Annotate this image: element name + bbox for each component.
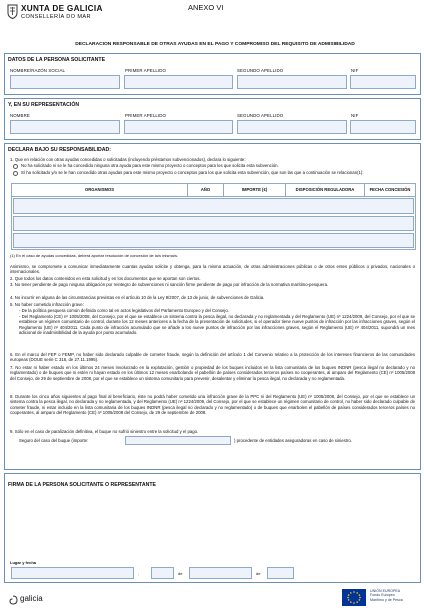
declaration-item-8: 8. Durante los cinco años siguientes al pago final al beneficiario, éste no podrá haber cometido una infracción grave de la PPC ni del Reglamento (UE) nº 1005/2008, del Consejo, por el que se establece un sistema contra la pesca ilegal, no declarada y no reglamentada, y del Reglamento (UE) nº 1224/2009, del Consejo, por el que se establece un régimen comunitario de control, no haber sido declarado culpable de cometer fraude, ni estar incluido en la lista comunitaria de los buques INDNR (pesca ilegal no declarado y no reglamentado) o de buques que enarbolen el pabellón de países considerados terceros países no cooperantes, al amparo del Reglamento (CE) nº 1005/2008 del Consejo, de 29 de septiembre de 2008. xyxy=(10,394,415,415)
declaration-item-7: 7. No estar ni haber estado en los últimos 24 meses involucrado en la explotación, gestión o propiedad de los buques incluidos en la lista comunitaria de los buques INDNR (pesca ilegal no declarado y no reglamentado) o de buques que ni estén ni hayan estado en los últimos 12 meses enarbolando el pabellón de países considerados terceros países no cooperantes, al amparo del Reglamento (CE) nº 1005/2008 del Consejo, de 29 de septiembre de 2008, por el que se establece un sistema comunitario para prevenir, desalentar y eliminar la pesca ilegal, no declarada y no reglamentada. xyxy=(10,365,415,381)
declaration-section xyxy=(4,143,421,470)
aid-footnote: (1) En el caso de ayudas concedidas, deberá aportar resolución de concesión de la/s misma/s. xyxy=(10,253,179,258)
option-no-aid-text: No ha solicitado ni se le ha concedido ninguna otra ayuda para este mismo proyecto o conceptos para los que solicita esta subvención. xyxy=(21,163,279,168)
day-field[interactable] xyxy=(151,567,174,579)
declaration-item-4: 4. No incurrir en alguna de las circunstancias previstas en el artículo 10 de la Ley 9/2007, de 13 de junio, de subvenciones de Galicia. xyxy=(10,295,265,300)
eu-flag-icon xyxy=(342,589,366,606)
signature-section-title: FIRMA DE LA PERSONA SOLICITANTE O REPRESENTANTE xyxy=(8,482,156,488)
representative-section xyxy=(4,98,421,140)
eu-flag-logo xyxy=(342,589,366,606)
document-title: DECLARACION RESPONSABLE DE OTRAS AYUDAS EN EL PAGO Y COMPROMISO DEL REQUISITO DE ADMISIBILIDAD xyxy=(75,42,355,47)
eu-text-line-3: Marítimo y de Pesca xyxy=(370,597,403,602)
applicant-section xyxy=(4,53,421,95)
insurance-prefix: Seguro del caso del buque (importe: xyxy=(19,438,89,443)
rep-surname1-field[interactable] xyxy=(124,120,233,134)
aid-table-row[interactable] xyxy=(13,198,414,214)
eu-text-line-2: Fondo Europeo xyxy=(370,593,395,598)
option-yes-aid-text: Sí ha solicitado y/o se le han concedido otras ayudas para este mismo proyecto o conceptos para los que solicita esta subvención, que son las que a continuación se relacionan(1): xyxy=(21,170,364,175)
declaration-item-5b: - Del Reglamento (CE) nº 1005/2008, del Consejo, por el que se establece un sistema contra la pesca ilegal, no declarada y no reglamentada y del Reglamento (UE) nº 1224/2009, del Consejo, por el que se establece un régimen comunitario de control, durante los 12 meses anteriores a la fecha de la presentación de solicitudes, si el operador tiene nueve puntos de infracción por las infracciones graves, según el Reglamento (UE) nº 404/2011. Cada punto de infracción acumulado que se añade a los nueve puntos de infracción por las infracciones graves, según el Reglamento (UE) nº 404/2011, supondrá un mes adicional de inadmisibilidad de la ayuda por punto acumulado. xyxy=(19,314,415,335)
applicant-surname1-label: PRIMER APELLIDO xyxy=(125,68,167,73)
rep-surname1-label: PRIMER APELLIDO xyxy=(125,113,167,118)
option-yes-aid-radio[interactable] xyxy=(13,171,18,176)
aid-table-row[interactable] xyxy=(13,216,414,231)
de-separator-2: de xyxy=(256,571,261,576)
rep-nif-field[interactable] xyxy=(350,120,416,134)
applicant-name-label: NOMBRE/RAZÓN SOCIAL xyxy=(10,68,66,73)
rep-name-label: NOMBRE xyxy=(10,113,30,118)
place-date-label: Lugar y fecha xyxy=(10,560,37,565)
aid-table-row[interactable] xyxy=(13,233,414,248)
eu-text-line-1: UNIÓN EUROPEA xyxy=(370,589,401,593)
annex-label: ANEXO VI xyxy=(188,3,224,12)
declaration-item-2: 2. Que todos los datos contenidos en esta solicitud y en los documentos que se aportan son ciertos. xyxy=(10,276,201,281)
signature-section xyxy=(4,473,421,583)
year-field[interactable] xyxy=(267,567,294,579)
rep-name-field[interactable] xyxy=(10,120,120,134)
col-year: AÑO xyxy=(188,184,224,196)
declaration-item-9: 9. Sólo en el caso de paralización definitiva, el buque no sufrió siniestro entre la solicitud y el pago. xyxy=(10,429,199,434)
declaration-item-5a: - De la política pesquera común definida como tal en actos legislativos del Parlamento Europeo y del Consejo. xyxy=(19,308,229,313)
xunta-logo xyxy=(7,4,107,26)
galicia-swirl-icon xyxy=(8,595,18,605)
col-amount: IMPORTE (€) xyxy=(224,184,286,196)
representative-section-title: Y, EN SU REPRESENTACIÓN xyxy=(8,102,80,108)
logo-subtitle: CONSELLERÍA DO MAR xyxy=(21,14,91,20)
col-organisms: ORGANISMOS xyxy=(12,184,188,196)
insurance-amount-field[interactable] xyxy=(125,436,231,445)
logo-title: XUNTA DE GALICIA xyxy=(21,4,103,13)
rep-nif-label: NIF xyxy=(351,113,359,118)
eu-fund-text xyxy=(370,589,422,602)
commitment-text: Asimismo, se compromete a comunicar inmediatamente cuantas ayudas solicite y obtenga, para la misma actuación, de otras administraciones públicas o de otros entes públicos o privados, nacionales o internacionales. xyxy=(10,264,415,275)
applicant-surname2-label: SEGUNDO APELLIDO xyxy=(237,68,284,73)
aid-table-header xyxy=(12,184,415,197)
de-separator-1: de xyxy=(178,571,183,576)
place-field[interactable] xyxy=(11,567,134,579)
declaration-item-3: 3. No tener pendiente de pago ninguna obligación por reintegro de subvenciones ni sanción firme pendiente de pago por infracción de la normativa marítimo-pesquera. xyxy=(10,282,329,287)
applicant-surname2-field[interactable] xyxy=(237,75,347,89)
col-regulation: DISPOSICIÓN REGULADORA xyxy=(286,184,365,196)
declaration-section-title: DECLARA BAJO SU RESPONSABILIDAD: xyxy=(8,147,111,153)
declaration-item-5: 5. No haber cometido infracción grave: xyxy=(10,302,84,307)
rep-surname2-field[interactable] xyxy=(237,120,347,134)
applicant-surname1-field[interactable] xyxy=(124,75,233,89)
galicia-wordmark: galicia xyxy=(20,594,43,603)
aid-table xyxy=(11,183,416,250)
applicant-name-field[interactable] xyxy=(10,75,120,89)
month-field[interactable] xyxy=(189,567,252,579)
declaration-item-6: 6. En el marco del FEP o FEMP, no haber sido declarado culpable de cometer fraude, según la definición del artículo 1 del Convenio relativo a la protección de los intereses financieros de las comunidades europeas (DOUE serie C 316, de 27.11.1995). xyxy=(10,352,415,363)
col-concession-date: FECHA CONCESIÓN xyxy=(369,187,411,192)
option-no-aid-radio[interactable] xyxy=(13,164,18,169)
applicant-section-title: DATOS DE LA PERSONA SOLICITANTE xyxy=(8,57,106,63)
xunta-shield-icon xyxy=(7,4,18,19)
applicant-nif-field[interactable] xyxy=(350,75,416,89)
comma-separator: , xyxy=(138,571,140,576)
rep-surname2-label: SEGUNDO APELLIDO xyxy=(237,113,284,118)
insurance-suffix: ) procedente de entidades aseguradoras en caso de siniestro. xyxy=(234,438,353,443)
applicant-nif-label: NIF xyxy=(351,68,359,73)
declaration-item-1: 1. Que en relación con otras ayudas concedidas o solicitadas (incluyendo préstamos subvencionados), declara lo siguiente: xyxy=(10,157,246,162)
